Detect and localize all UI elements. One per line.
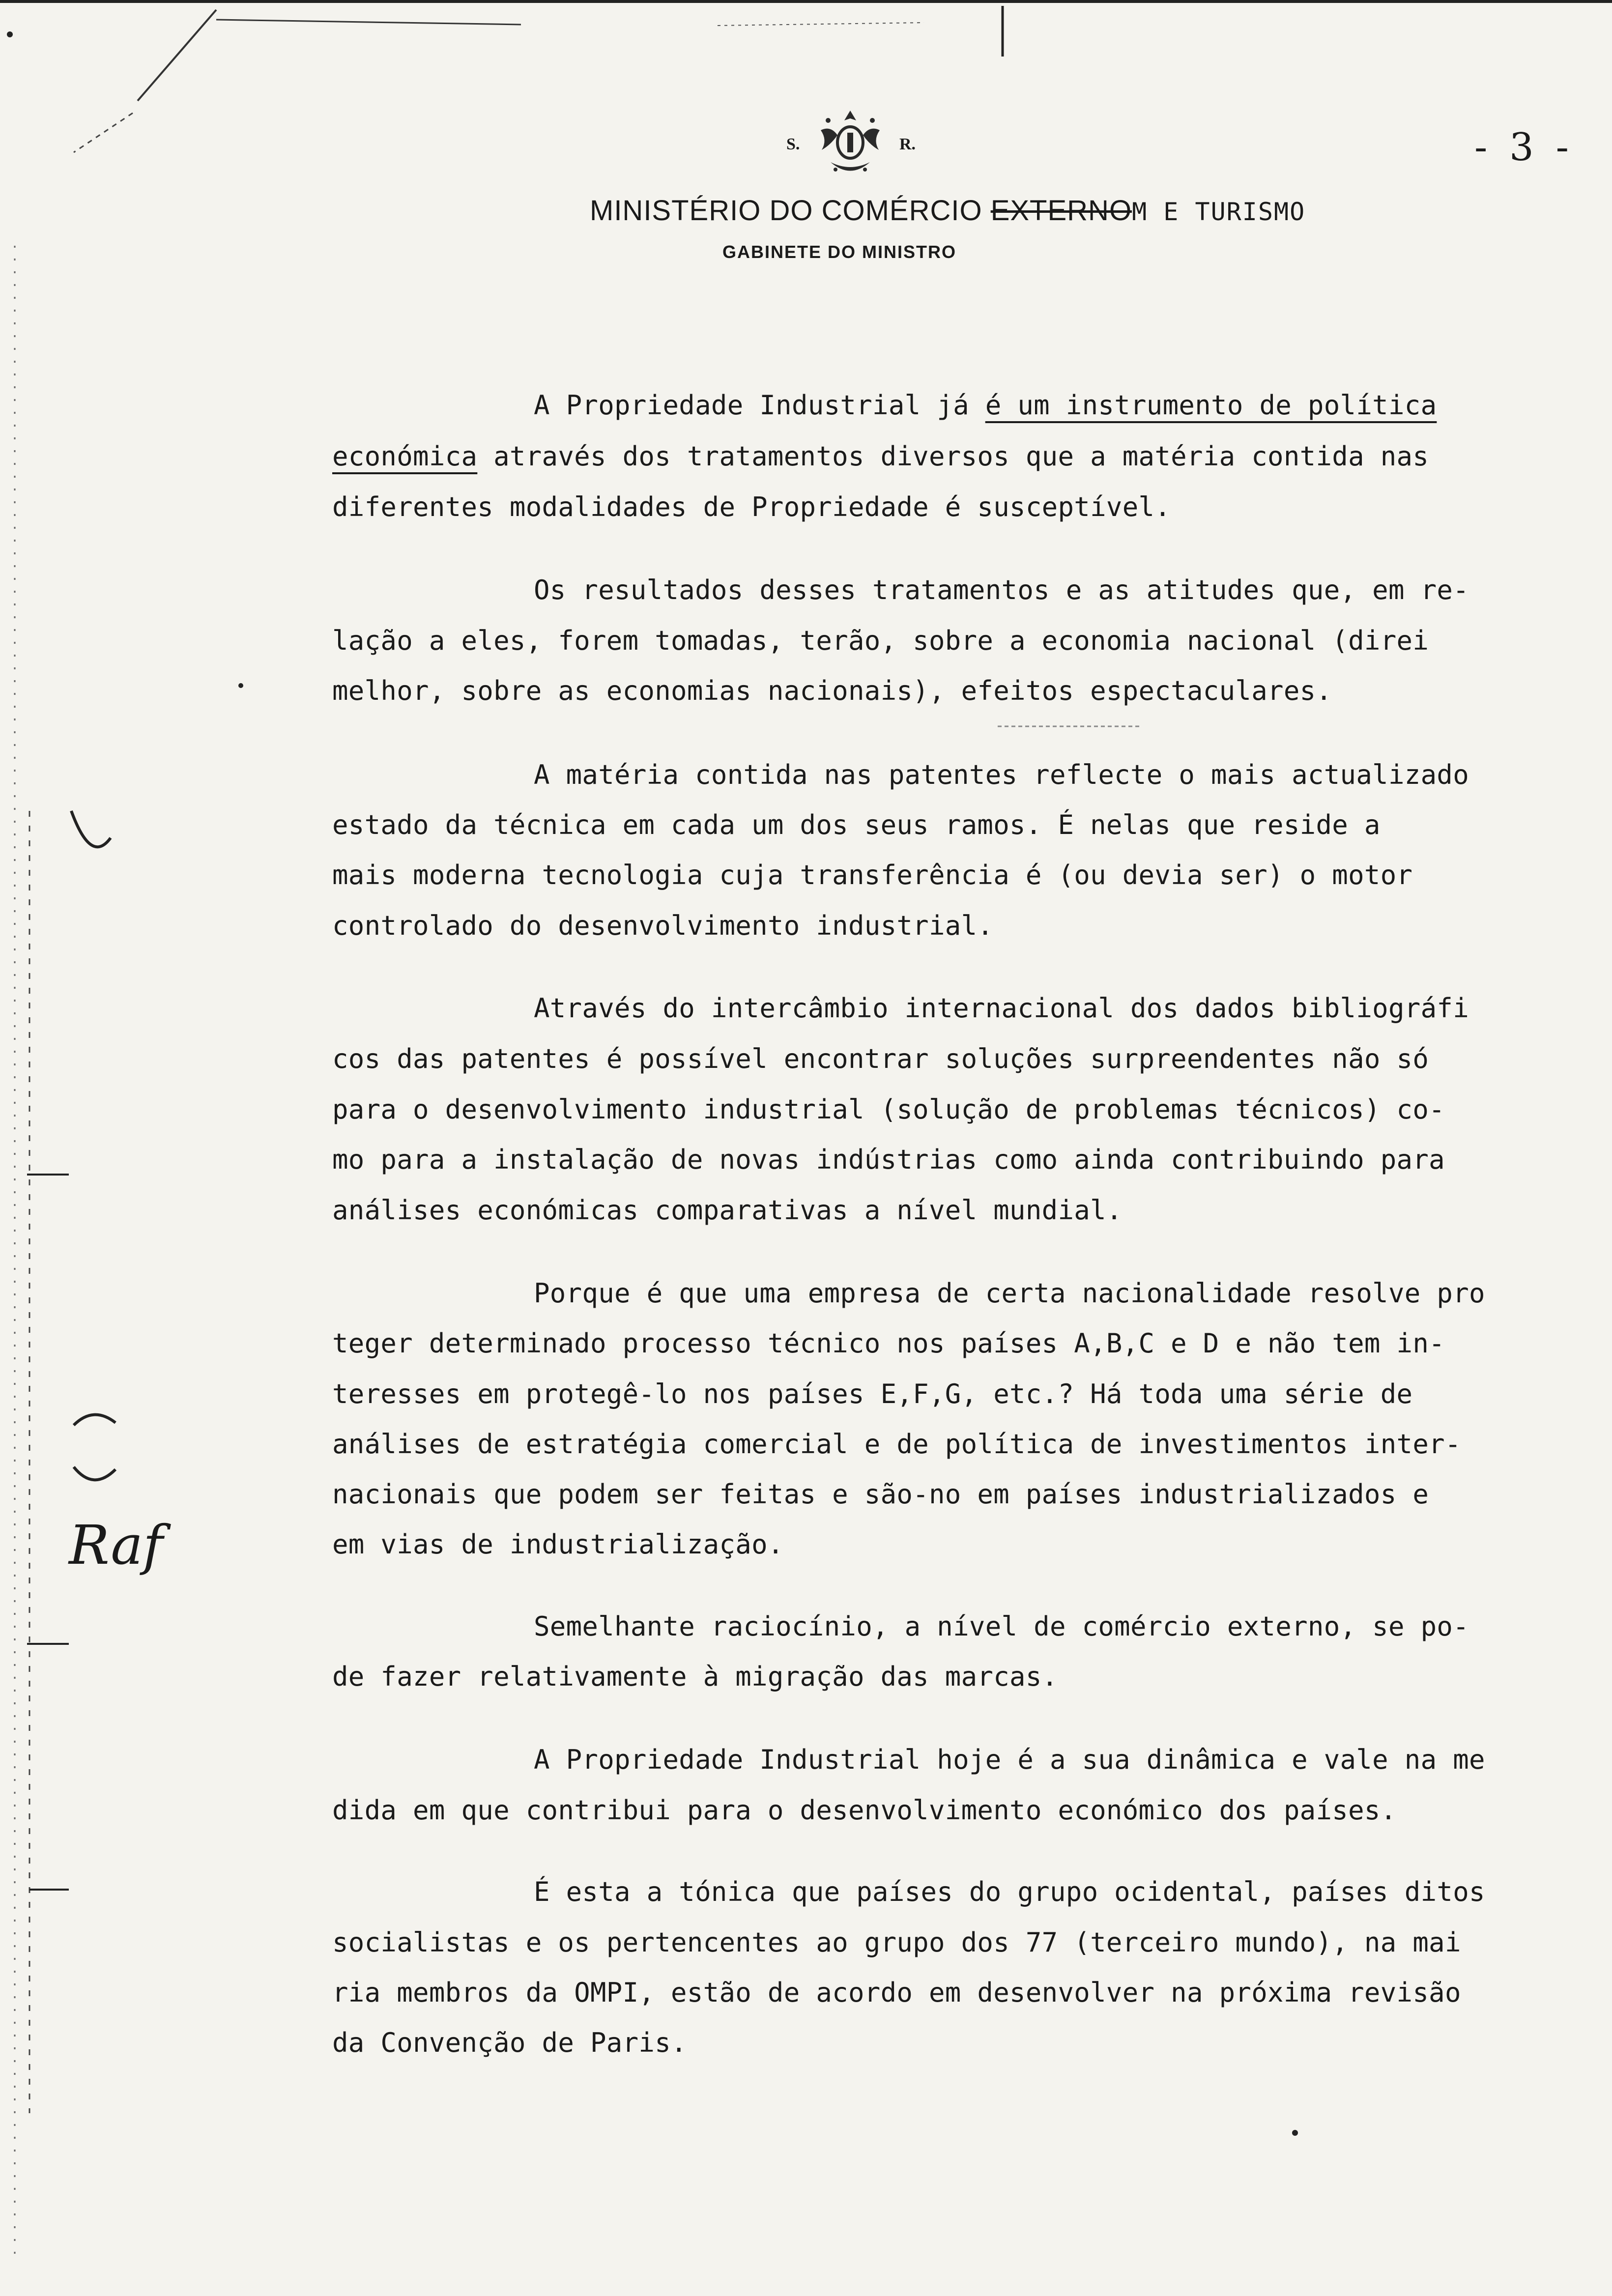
margin-note: Raf bbox=[69, 1514, 163, 1577]
underlined-text: económica bbox=[332, 441, 478, 472]
text-line: teresses em protegê-lo nos países E,F,G, etc.? Há toda uma série de bbox=[332, 1378, 1413, 1409]
text-line: mo para a instalação de novas indústrias como ainda contribuindo para bbox=[332, 1144, 1445, 1175]
text-line: dida em que contribui para o desenvolvimento económico dos países. bbox=[332, 1795, 1397, 1826]
text-line: diferentes modalidades de Propriedade é susceptível. bbox=[332, 491, 1171, 522]
text-line: estado da técnica em cada um dos seus ramos. É nelas que reside a bbox=[332, 809, 1381, 840]
text-line: de fazer relativamente à migração das marcas. bbox=[332, 1661, 1058, 1692]
ministry-suffix: M E TURISMO bbox=[1132, 198, 1306, 226]
text-line bbox=[332, 443, 1590, 470]
text-line: Os resultados desses tratamentos e as atitudes que, em re- bbox=[534, 574, 1469, 605]
text-line: teger determinado processo técnico nos países A,B,C e D e não tem in- bbox=[332, 1328, 1445, 1359]
text-run: através dos tratamentos diversos que a matéria contida nas bbox=[477, 441, 1429, 472]
text-line: É esta a tónica que países do grupo ocidental, países ditos bbox=[534, 1876, 1485, 1907]
ministry-name: MINISTÉRIO DO COMÉRCIO bbox=[590, 195, 991, 227]
page-number: - 3 - bbox=[1474, 125, 1574, 170]
text-line: controlado do desenvolvimento industrial. bbox=[332, 910, 994, 941]
text-line bbox=[332, 392, 1590, 419]
text-line: análises económicas comparativas a nível mundial. bbox=[332, 1195, 1123, 1226]
coat-of-arms-icon bbox=[816, 106, 885, 179]
text-line: mais moderna tecnologia cuja transferência é (ou devia ser) o motor bbox=[332, 860, 1413, 890]
text-line: da Convenção de Paris. bbox=[332, 2027, 687, 2058]
seal-left-letter: S. bbox=[786, 135, 800, 153]
text-line: Porque é que uma empresa de certa nacionalidade resolve pro bbox=[534, 1278, 1485, 1309]
ministry-struck-word: EXTERNO bbox=[990, 195, 1132, 227]
text-line: socialistas e os pertencentes ao grupo dos 77 (terceiro mundo), na mai bbox=[332, 1927, 1461, 1958]
seal-right-letter: R. bbox=[899, 135, 916, 153]
underlined-text: é um instrumento de política bbox=[985, 390, 1437, 421]
text-line: para o desenvolvimento industrial (solução de problemas técnicos) co- bbox=[332, 1094, 1445, 1125]
text-line: melhor, sobre as economias nacionais), efeitos espectaculares. bbox=[332, 675, 1332, 706]
text-line: lação a eles, forem tomadas, terão, sobre a economia nacional (direi bbox=[332, 625, 1429, 656]
text-line: Semelhante raciocínio, a nível de comércio externo, se po- bbox=[534, 1611, 1469, 1642]
text-run: A Propriedade Industrial já bbox=[534, 390, 985, 421]
text-line: cos das patentes é possível encontrar soluções surpreendentes não só bbox=[332, 1043, 1429, 1074]
seal bbox=[786, 106, 924, 184]
text-line: A matéria contida nas patentes reflecte o mais actualizado bbox=[534, 759, 1469, 790]
text-line: Através do intercâmbio internacional dos dados bibliográfi bbox=[534, 993, 1469, 1024]
text-line: nacionais que podem ser feitas e são-no em países industrializados e bbox=[332, 1479, 1429, 1510]
text-line: em vias de industrialização. bbox=[332, 1529, 784, 1560]
cabinet-subheading: GABINETE DO MINISTRO bbox=[722, 242, 957, 262]
ministry-heading bbox=[590, 194, 1305, 227]
text-line: ria membros da OMPI, estão de acordo em desenvolver na próxima revisão bbox=[332, 1977, 1461, 2008]
text-line: análises de estratégia comercial e de política de investimentos inter- bbox=[332, 1429, 1461, 1460]
text-line: A Propriedade Industrial hoje é a sua dinâmica e vale na me bbox=[534, 1744, 1485, 1775]
